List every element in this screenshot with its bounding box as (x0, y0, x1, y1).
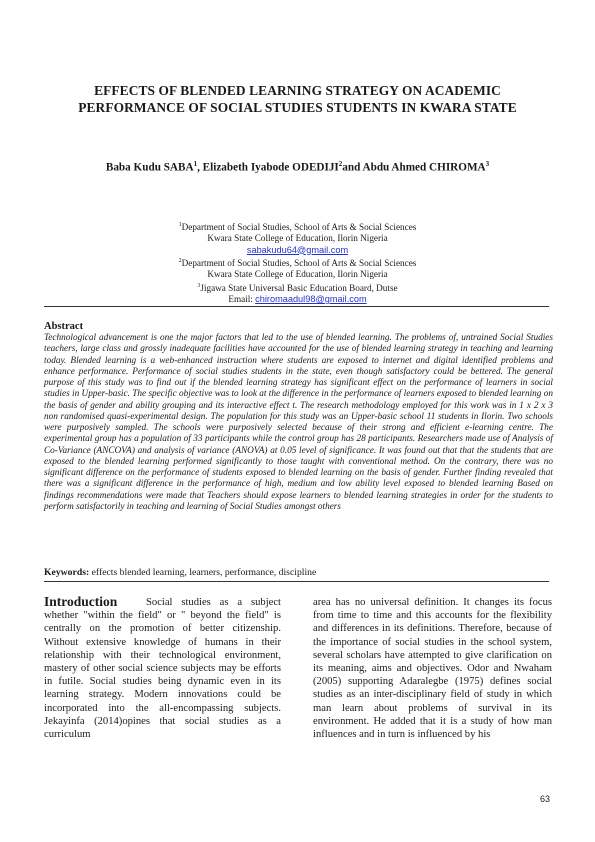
affiliation-text-1: Department of Social Studies, School of Arts & Social Sciences (181, 222, 417, 233)
abstract-body: Technological advancement is one the major factors that led to the use of blended learning. The problems of, untrained Social Studies teachers, large class and grossly inadequate facilities have accounted for the use of blended learning strategy in teaching and learning today. Blended learning is a web-enhanced instruction where students are exposed to internet and digital identified problems and enhance performance. Performance of social studies students in the state, even though satisfactory could be bettered. The general purpose of this study was to find out if the blended learning strategy has significant effect on the performance of learners in social studies in Upper-basic. The specific objective was to look at the difference in the performance of learners exposed to blended learning on the basis of gender and ability grouping and its interactive effect t. The research methodology employed for this work was in 1 x 2 x 3 non randomised quasi-experimental design. The population for this study was an Upper-basic school 11 students in Ilorin. Two schools were purposively sampled. The schools were purposively selected because of their strong and efficient e-learning centre. The experimental group has a population of 33 participants while the control group has 28 participants. Researchers made use of Analysis of Co-Variance (ANCOVA) and analysis of variance (ANOVA) at 0.05 level of significance. It was found out that that the students that are exposed to the blended learning performed significantly to those taught with conventional method. On the contrary, there was no significant difference on the performance of students exposed to blended learning on the basis of gender. Further finding revealed that there was a significant difference in the performance of high, medium and low ability level exposed to blended learning Based on findings recommendations were made that Teachers should expose learners to blended learning strategies in order for the students to perform satisfactorily in teaching and learning of Social Studies amongst others (44, 333, 553, 512)
abstract-heading: Abstract (44, 321, 84, 332)
divider-bottom (44, 581, 549, 582)
affiliation-sup-1: 1 (178, 222, 182, 228)
introduction-right-column: area has no universal definition. It changes its focus from time to time and this accounts for the flexibility and differences in its definitions. Therefore, because of the importance of social studies in the school system, several scholars have attempted to give clarification on its meaning, aims and objectives. Odor and Nwaham (2005) supporting Adaralegbe (1975) defines social studies as an inter-disciplinary field of study in which man learn about problems of survival in its environment. He added that it is a study of how man influences and in turn is influenced by his (313, 597, 552, 741)
affiliation-text-5: Jigawa State Universal Basic Education Board, Dutse (200, 282, 398, 293)
affiliation-line-4: Kwara State College of Education, Ilorin Nigeria (207, 269, 388, 280)
divider-top (44, 306, 549, 307)
author-3: and Abdu Ahmed CHIROMA (342, 161, 486, 174)
email-link-2[interactable]: chiromaadul98@gmail.com (255, 293, 367, 304)
author-1: Baba Kudu SABA (105, 161, 194, 174)
affiliation-sup-3: 3 (197, 282, 201, 289)
introduction-heading: Introduction (44, 594, 118, 609)
affiliation-line-2: Kwara State College of Education, Ilorin Nigeria (207, 233, 388, 244)
author-2: Elizabeth Iyabode ODEDIJI (202, 161, 339, 174)
email-label: Email: (228, 293, 256, 304)
introduction-left-column (44, 596, 281, 741)
author-list (40, 160, 555, 174)
affiliation-line-3 (120, 256, 475, 269)
keywords-label: Keywords: (44, 567, 90, 578)
affiliations (120, 220, 475, 305)
author-1-sup: 1 (193, 160, 198, 168)
paper-title (40, 82, 555, 116)
affiliation-text-3: Department of Social Studies, School of Arts & Social Sciences (181, 258, 417, 269)
introduction-left-text: Social studies as a subject whether "within the field" or " beyond the field" is centrally on the promotion of better citizenship. Without extensive knowledge of humans in their relationship with their technological environment, mastery of other social science subjects may be efforts in futile. Social studies being dynamic even in its learning strategy. Modern innovations could be incorporated into the all-encompassing subjects. Jekayinfa (2014)opines that social studies as a curriculum (44, 597, 281, 741)
title-line-2: PERFORMANCE OF SOCIAL STUDIES STUDENTS IN KWARA STATE (78, 100, 517, 115)
email-line (120, 294, 475, 305)
keywords-line (44, 567, 316, 578)
page-number: 63 (540, 794, 551, 804)
author-2-sup: 2 (338, 160, 343, 168)
affiliation-line-5 (120, 281, 475, 294)
keywords-text: effects blended learning, learners, performance, discipline (89, 567, 317, 578)
affiliation-line-1 (120, 220, 475, 233)
title-line-1: EFFECTS OF BLENDED LEARNING STRATEGY ON ACADEMIC (94, 83, 501, 98)
affiliation-sup-2: 2 (178, 257, 182, 264)
author-sep-1: , (197, 161, 203, 174)
author-3-sup: 3 (485, 160, 490, 168)
email-link-1[interactable]: sabakudu64@gmail.com (246, 244, 349, 255)
